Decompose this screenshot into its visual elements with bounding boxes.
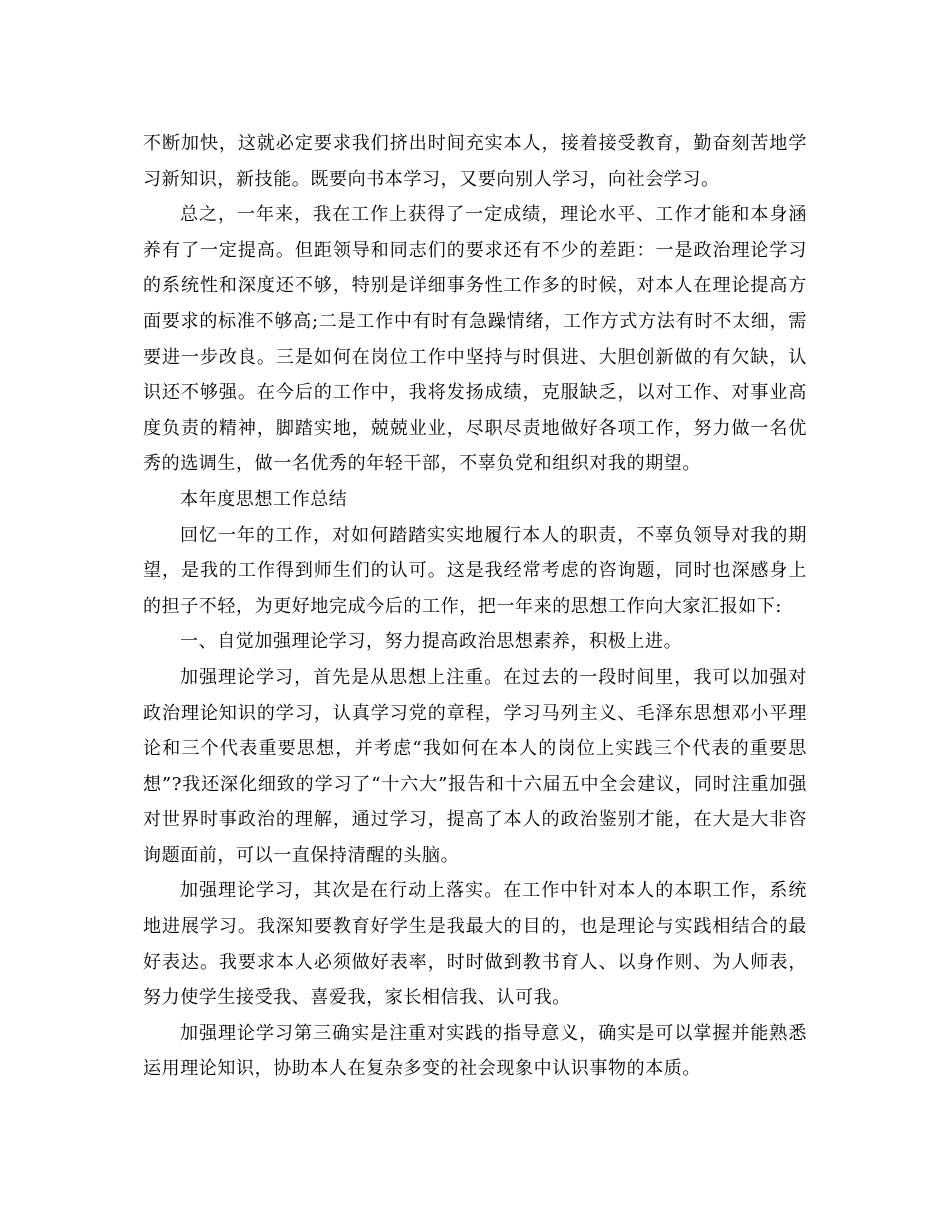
paragraph: 加强理论学习，其次是在行动上落实。在工作中针对本人的本职工作，系统地进展学习。我深知要教育好学生是我最大的目的，也是理论与实践相结合的最好表达。我要求本人必须做好表率，时时做到教书育人、以身作则、为人师表，努力使学生接受我、喜爱我，家长相信我、认可我。: [143, 880, 807, 1009]
document-body: [143, 126, 807, 1087]
paragraph: 总之，一年来，我在工作上获得了一定成绩，理论水平、工作才能和本身涵养有了一定提高。但距领导和同志们的要求还有不少的差距：一是政治理论学习的系统性和深度还不够，特别是详细事务性工作多的时候，对本人在理论提高方面要求的标准不够高;二是工作中有时有急躁情绪，工作方式方法有时不太细，需要进一步改良。三是如何在岗位工作中坚持与时俱进、大胆创新做的有欠缺，认识还不够强。在今后的工作中，我将发扬成绩，克服缺乏，以对工作、对事业高度负责的精神，脚踏实地，兢兢业业，尽职尽责地做好各项工作，努力做一名优秀的选调生，做一名优秀的年轻干部，不辜负党和组织对我的期望。: [143, 204, 807, 475]
section-heading: 一、自觉加强理论学习，努力提高政治思想素养，积极上进。: [180, 631, 683, 653]
section-title: 本年度思想工作总结: [180, 488, 348, 510]
paragraph: 加强理论学习，首先是从思想上注重。在过去的一段时间里，我可以加强对政治理论知识的学习，认真学习党的章程，学习马列主义、毛泽东思想邓小平理论和三个代表重要思想，并考虑“我如何在本人的岗位上实践三个代表的重要思想”?我还深化细致的学习了“十六大”报告和十六届五中全会建议，同时注重加强对世界时事政治的理解，通过学习，提高了本人的政治鉴别才能，在大是大非咨询题面前，可以一直保持清醒的头脑。: [143, 666, 807, 866]
paragraph: 回忆一年的工作，对如何踏踏实实地履行本人的职责，不辜负领导对我的期望，是我的工作得到师生们的认可。这是我经常考虑的咨询题，同时也深感身上的担子不轻，为更好地完成今后的工作，把一年来的思想工作向大家汇报如下:: [143, 524, 807, 617]
paragraph: 加强理论学习第三确实是注重对实践的指导意义，确实是可以掌握并能熟悉运用理论知识，协助本人在复杂多变的社会现象中认识事物的本质。: [143, 1022, 807, 1080]
paragraph: 不断加快，这就必定要求我们挤出时间充实本人，接着接受教育，勤奋刻苦地学习新知识，新技能。既要向书本学习，又要向别人学习，向社会学习。: [143, 133, 807, 190]
